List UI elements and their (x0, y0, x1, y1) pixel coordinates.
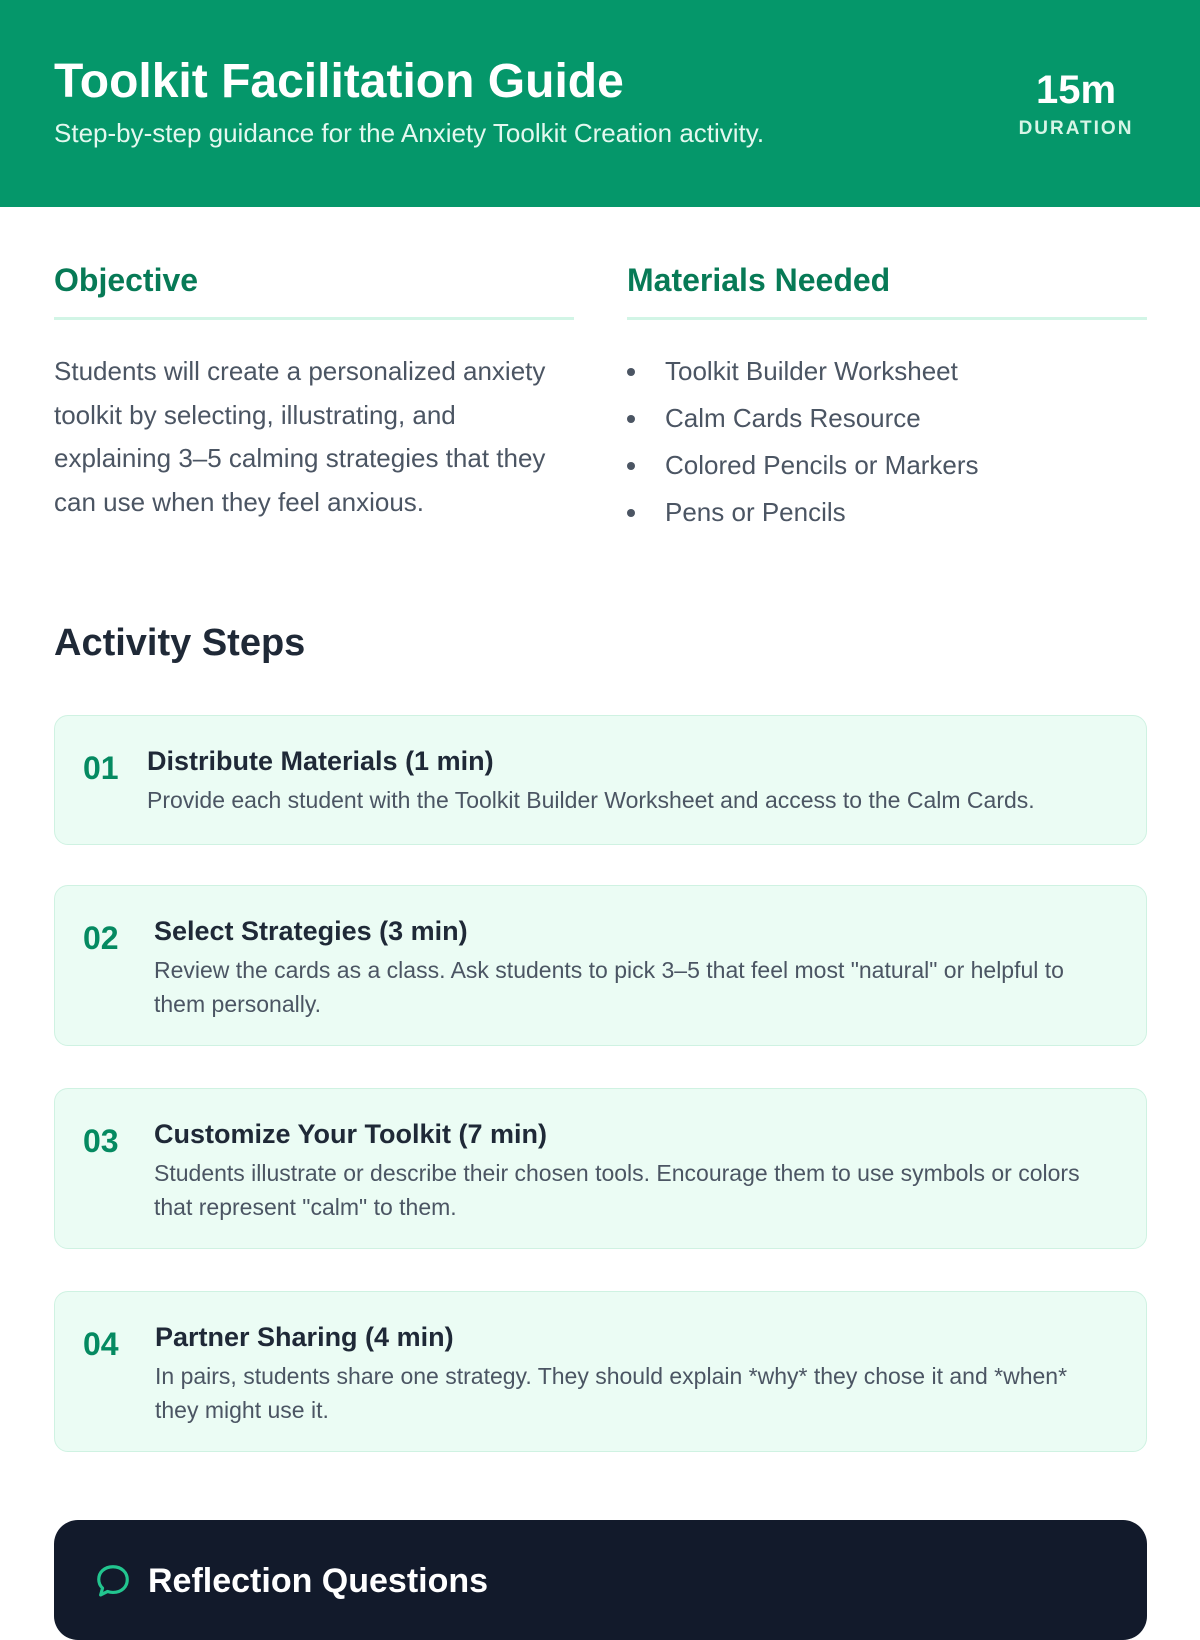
duration-label: DURATION (1018, 118, 1134, 139)
materials-list (627, 348, 1147, 536)
material-label: Pens or Pencils (665, 497, 846, 527)
step-body (155, 1322, 1116, 1427)
page-subtitle: Step-by-step guidance for the Anxiety Toolkit Creation activity. (54, 118, 765, 148)
materials-section (627, 262, 1147, 536)
activity-steps-heading: Activity Steps (54, 622, 306, 664)
step-number: 01 (83, 750, 119, 786)
step-body (154, 916, 1116, 1021)
step-number: 03 (83, 1123, 119, 1159)
step-description: In pairs, students share one strategy. They should explain *why* they chose it and *when* they might use it. (155, 1363, 1068, 1423)
materials-heading: Materials Needed (627, 262, 1147, 320)
material-label: Calm Cards Resource (665, 403, 921, 433)
step-number: 02 (83, 920, 119, 956)
page-title: Toolkit Facilitation Guide (54, 55, 624, 108)
material-item (627, 442, 1147, 489)
step-card-1 (54, 715, 1147, 845)
step-number: 04 (83, 1326, 119, 1362)
chat-bubble-icon (94, 1562, 132, 1600)
objective-heading: Objective (54, 262, 574, 320)
reflection-card (54, 1520, 1147, 1640)
step-description: Provide each student with the Toolkit Builder Worksheet and access to the Calm Cards. (147, 787, 1035, 813)
bullet-icon (627, 462, 635, 470)
material-item (627, 348, 1147, 395)
step-description: Students illustrate or describe their chosen tools. Encourage them to use symbols or colors that represent "calm" to them. (154, 1160, 1080, 1220)
objective-section (54, 262, 574, 524)
material-label: Colored Pencils or Markers (665, 450, 979, 480)
objective-text: Students will create a personalized anxiety toolkit by selecting, illustrating, and explaining 3–5 calming strategies that they can use when they feel anxious. (54, 356, 546, 517)
step-card-2 (54, 885, 1147, 1046)
step-body (154, 1119, 1116, 1224)
step-title: Select Strategies (3 min) (154, 916, 468, 946)
material-item (627, 395, 1147, 442)
bullet-icon (627, 415, 635, 423)
reflection-heading: Reflection Questions (148, 1562, 489, 1600)
material-label: Toolkit Builder Worksheet (665, 356, 958, 386)
step-card-4 (54, 1291, 1147, 1452)
duration-value: 15m (1035, 68, 1117, 112)
step-title: Customize Your Toolkit (7 min) (154, 1119, 548, 1149)
step-title: Partner Sharing (4 min) (155, 1322, 454, 1352)
step-description: Review the cards as a class. Ask students to pick 3–5 that feel most "natural" or helpful to them personally. (154, 957, 1064, 1017)
material-item (627, 489, 1147, 536)
page-header (0, 0, 1200, 207)
bullet-icon (627, 368, 635, 376)
bullet-icon (627, 509, 635, 517)
step-title: Distribute Materials (1 min) (147, 746, 494, 776)
step-body (147, 746, 1116, 817)
duration-badge (1006, 66, 1146, 140)
step-card-3 (54, 1088, 1147, 1249)
